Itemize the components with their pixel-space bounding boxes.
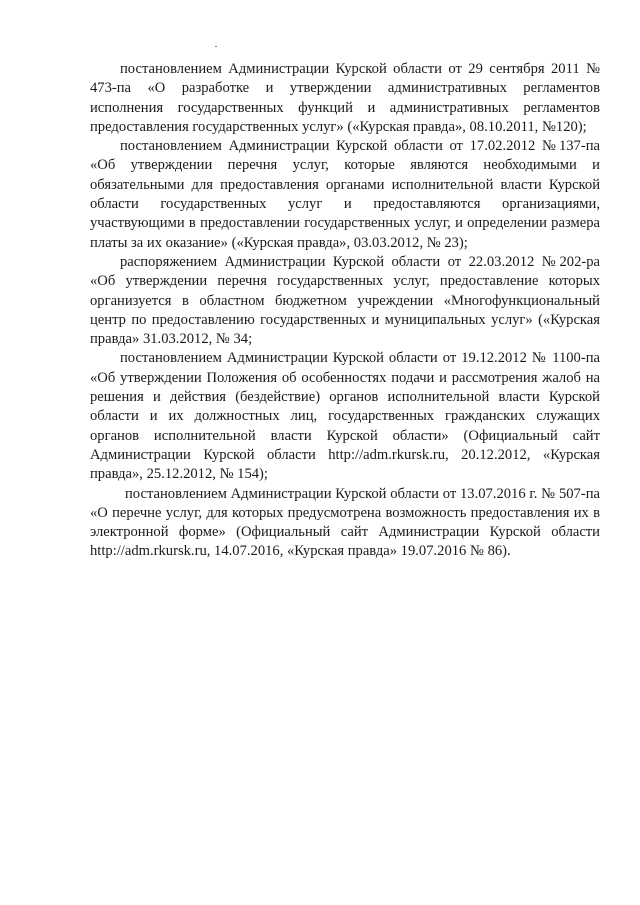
paragraph-resolution-1100: постановлением Администрации Курской области от 19.12.2012 № 1100-па «Об утверждении Положения об особенностях подачи и рассмотрения жалоб на решения и действия (бездействие) органов исполнительной власти Курской области и их должностных лиц, государственных гражданских служащих органов исполнительной власти Курской области» (Официальный сайт Администрации Курской области http://adm.rkursk.ru, 20.12.2012, «Курская правда», 25.12.2012, № 154);: [90, 350, 600, 483]
paragraph-resolution-137: постановлением Администрации Курской области от 17.02.2012 №137-па «Об утверждении перечня услуг, которые являются необходимыми и обязательными для предоставления органами исполнительной власти Курской области государственных услуг и предоставляются организациями, участвующими в предоставлении государственных услуг, и определении размера платы за их оказание» («Курская правда», 03.03.2012, № 23);: [90, 138, 600, 251]
scan-speck: [215, 46, 217, 47]
document-body: [90, 60, 600, 562]
paragraph-resolution-507: постановлением Администрации Курской области от 13.07.2016 г. № 507-па «О перечне услуг, для которых предусмотрена возможность предоставления их в электронной форме» (Официальный сайт Администрации Курской области http://adm.rkursk.ru, 14.07.2016, «Курская правда» 19.07.2016 № 86).: [90, 485, 600, 560]
paragraph-resolution-473: постановлением Администрации Курской области от 29 сентября 2011 № 473-па «О разработке и утверждении административных регламентов исполнения государственных функций и административных регламентов предоставления государственных услуг» («Курская правда», 08.10.2011, №120);: [90, 61, 600, 135]
paragraph-order-202: распоряжением Администрации Курской области от 22.03.2012 №202-ра «Об утверждении перечня государственных услуг, предоставление которых организуется в областном бюджетном учреждении «Многофункциональный центр по предоставлению государственных и муниципальных услуг» («Курская правда» 31.03.2012, № 34;: [90, 253, 600, 348]
